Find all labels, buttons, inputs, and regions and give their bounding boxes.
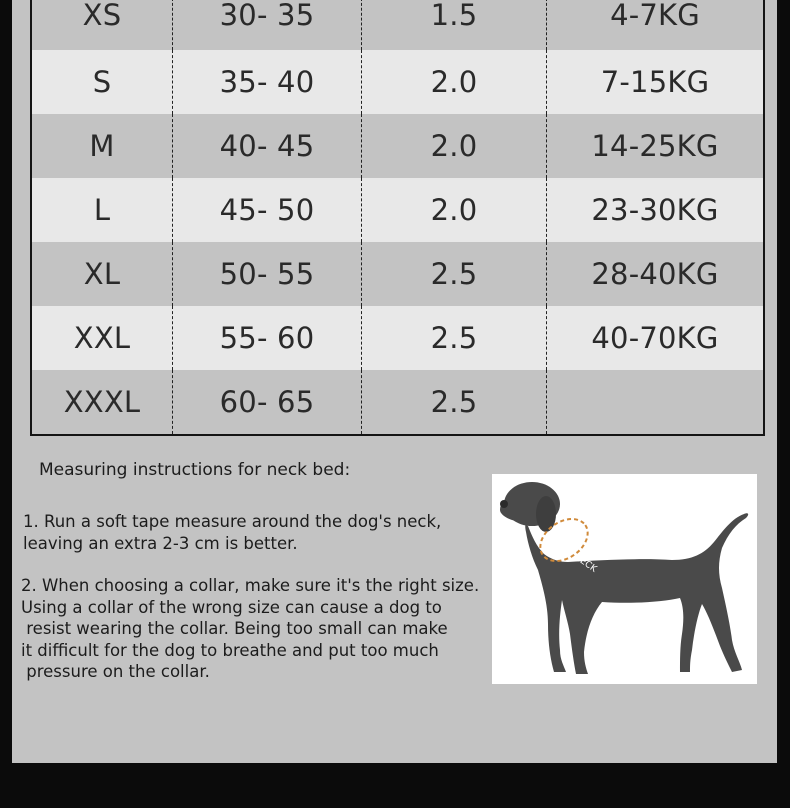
weight-cell: 28-40KG: [591, 257, 719, 291]
table-row: [32, 370, 763, 434]
size-cell: XXXL: [32, 370, 173, 434]
dog-nose: [500, 500, 508, 508]
neck-cell: 30- 35: [173, 0, 362, 50]
neck-cell: 60- 65: [173, 370, 362, 434]
width-cell: 2.0: [362, 178, 547, 242]
neck-cell: 55- 60: [173, 306, 362, 370]
weight-cell: 4-7KG: [610, 0, 700, 32]
table-row: [32, 114, 763, 178]
weight-cell: 40-70KG: [591, 321, 719, 355]
size-cell: XXL: [32, 306, 173, 370]
neck-cell: 50- 55: [173, 242, 362, 306]
neck-cell: 40- 45: [173, 114, 362, 178]
weight-cell: 7-15KG: [600, 65, 710, 99]
width-cell: 2.0: [362, 50, 547, 114]
table-row: [32, 178, 763, 242]
dog-ear: [536, 496, 556, 532]
size-cell: XL: [32, 242, 173, 306]
size-cell: L: [32, 178, 173, 242]
neck-cell: 35- 40: [173, 50, 362, 114]
table-row: [32, 0, 763, 50]
size-cell: M: [32, 114, 173, 178]
size-table: [30, 0, 765, 436]
dog-silhouette-icon: [492, 474, 757, 684]
width-cell: 1.5: [362, 0, 547, 50]
weight-cell: 14-25KG: [591, 129, 719, 163]
instruction-step-1: 1. Run a soft tape measure around the dog's neck, leaving an extra 2-3 cm is better.: [23, 512, 442, 553]
neck-label: NECK: [572, 552, 599, 575]
width-cell: 2.5: [362, 306, 547, 370]
size-cell: XS: [32, 0, 173, 50]
table-row: [32, 242, 763, 306]
width-cell: 2.5: [362, 370, 547, 434]
weight-cell: [547, 370, 763, 434]
instruction-step-2: 2. When choosing a collar, make sure it's the right size. Using a collar of the wrong size can cause a dog to resist wearing the collar. Being too small can make it difficult for the dog to breathe and put too much pressure on the collar.: [21, 576, 480, 681]
width-cell: 2.5: [362, 242, 547, 306]
table-row: [32, 50, 763, 114]
dog-illustration: [492, 474, 757, 684]
width-cell: 2.0: [362, 114, 547, 178]
instructions-heading: Measuring instructions for neck bed:: [39, 460, 351, 480]
table-row: [32, 306, 763, 370]
neck-cell: 45- 50: [173, 178, 362, 242]
size-cell: S: [32, 50, 173, 114]
weight-cell: 23-30KG: [591, 193, 719, 227]
